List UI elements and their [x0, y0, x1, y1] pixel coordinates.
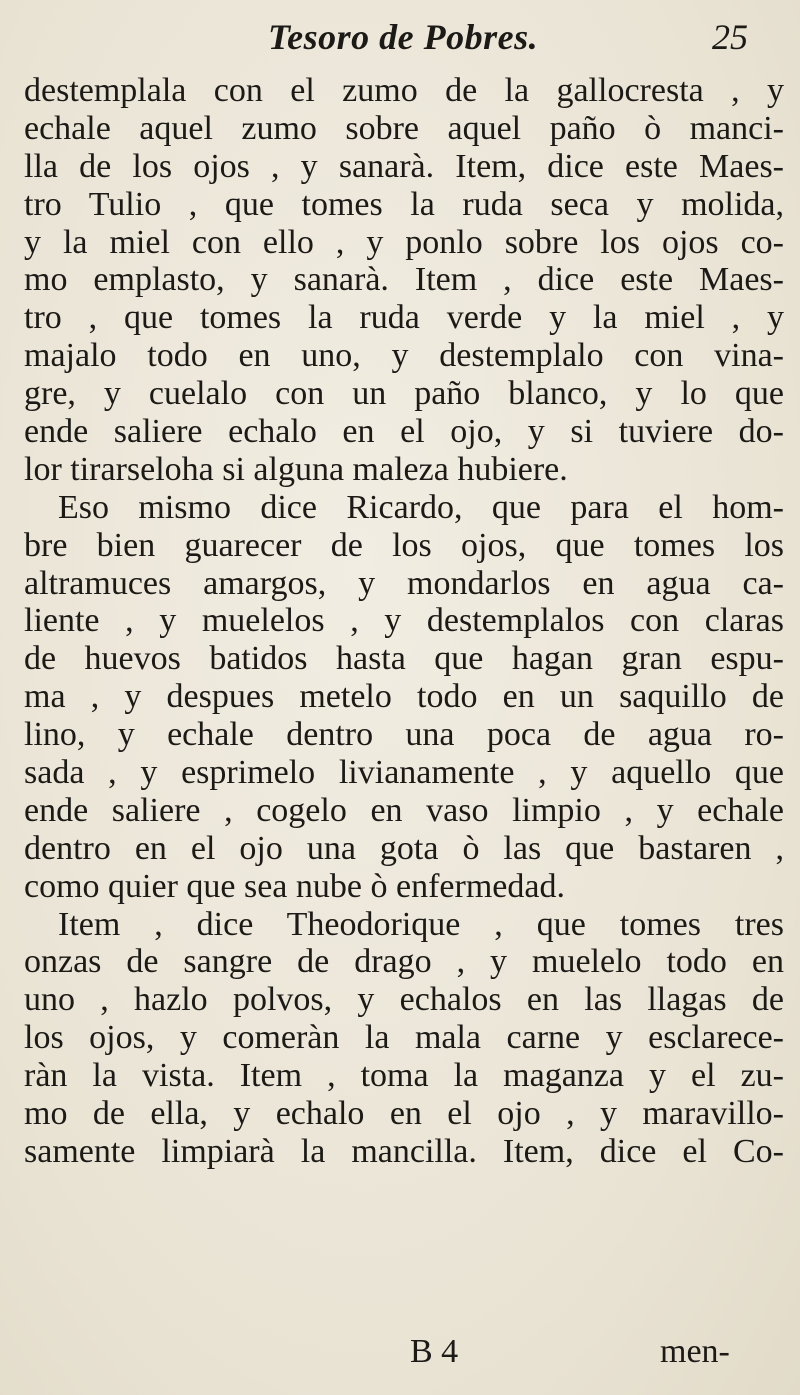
text-line: lor tirarseloha si alguna maleza hubiere.: [24, 450, 568, 488]
body-text: [24, 72, 784, 1171]
text-line: Eso mismo dice Ricardo, que para el hom-: [58, 488, 784, 526]
text-line: echale aquel zumo sobre aquel paño ò manci-: [24, 109, 784, 147]
text-line: lino, y echale dentro una poca de agua ro-: [24, 716, 784, 754]
text-line: mo de ella, y echalo en el ojo , y maravillo-: [24, 1095, 784, 1133]
text-line: de huevos batidos hasta que hagan gran espu-: [24, 640, 784, 678]
text-line: majalo todo en uno, y destemplalo con vina-: [24, 337, 784, 375]
text-line: dentro en el ojo una gota ò las que bastaren ,: [24, 829, 784, 867]
text-line: uno , hazlo polvos, y echalos en las llagas de: [24, 981, 784, 1019]
text-line: ende saliere , cogelo en vaso limpio , y echale: [24, 791, 784, 829]
text-line: tro , que tomes la ruda verde y la miel , y: [24, 299, 784, 337]
text-line: ràn la vista. Item , toma la maganza y el zu-: [24, 1057, 784, 1095]
text-line: mo emplasto, y sanarà. Item , dice este Maes-: [24, 261, 784, 299]
text-line: ma , y despues metelo todo en un saquillo de: [24, 678, 784, 716]
page-number: 25: [712, 17, 748, 57]
text-line: tro Tulio , que tomes la ruda seca y molida,: [24, 185, 784, 223]
text-line: liente , y muelelos , y destemplalos con claras: [24, 602, 784, 640]
signature-mark: B 4: [410, 1333, 459, 1370]
text-line: gre, y cuelalo con un paño blanco, y lo que: [24, 375, 784, 413]
text-line: lla de los ojos , y sanarà. Item, dice este Maes-: [24, 147, 784, 185]
text-line: destemplala con el zumo de la gallocresta , y: [24, 72, 784, 109]
text-line: samente limpiarà la mancilla. Item, dice el Co-: [24, 1132, 784, 1170]
text-line: onzas de sangre de drago , y muelelo todo en: [24, 943, 784, 981]
running-title: Tesoro de Pobres.: [268, 17, 539, 57]
text-line: como quier que sea nube ò enfermedad.: [24, 867, 565, 905]
text-line: sada , y esprimelo livianamente , y aquello que: [24, 754, 784, 792]
text-line: y la miel con ello , y ponlo sobre los ojos co-: [24, 223, 784, 261]
running-head: [0, 16, 800, 64]
text-line: Item , dice Theodorique , que tomes tres: [58, 905, 784, 943]
page-footer: [0, 1333, 800, 1377]
text-line: ende saliere echalo en el ojo, y si tuviere do-: [24, 413, 784, 451]
catchword: men-: [660, 1333, 730, 1370]
text-line: bre bien guarecer de los ojos, que tomes los: [24, 526, 784, 564]
text-line: los ojos, y comeràn la mala carne y esclarece-: [24, 1019, 784, 1057]
text-line: altramuces amargos, y mondarlos en agua ca-: [24, 564, 784, 602]
